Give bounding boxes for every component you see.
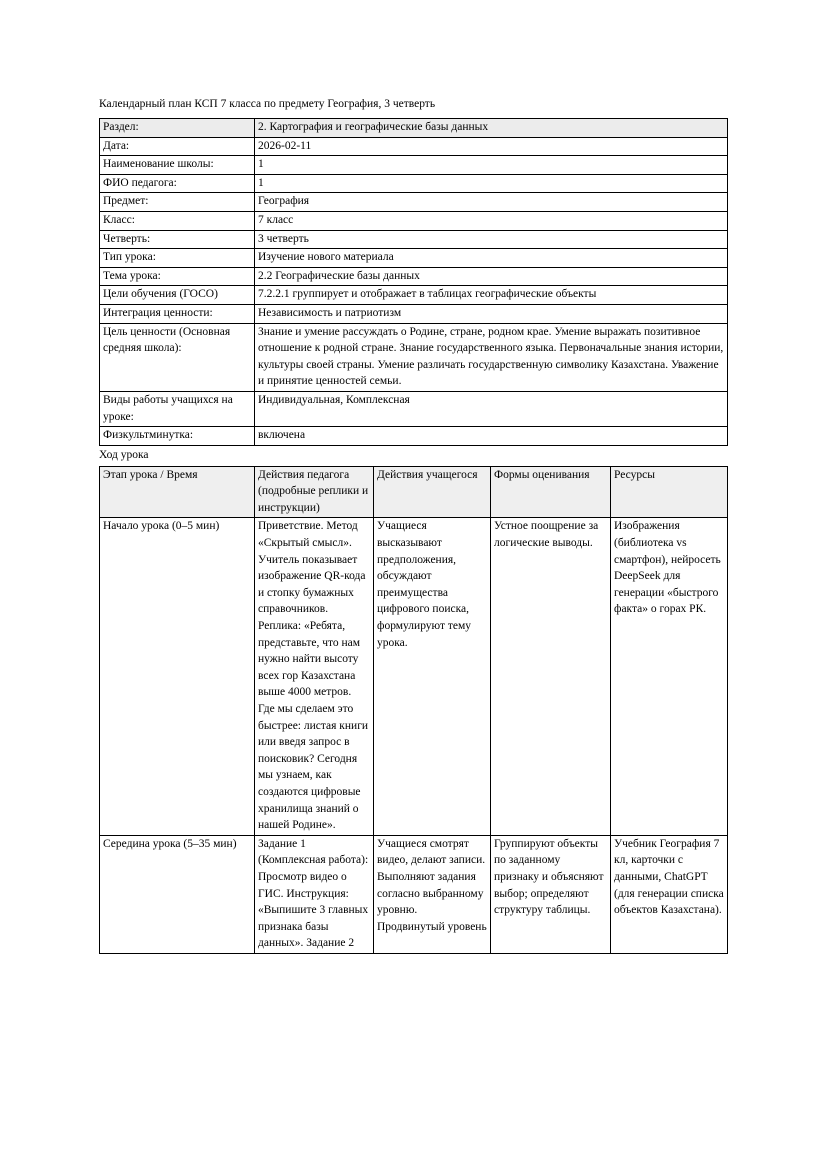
flow-cell-student-actions: Учащиеся смотрят видео, делают записи. Выполняют задания согласно выбранному уровню. Продвинутый уровень — [374, 835, 491, 953]
flow-cell-teacher-actions: Приветствие. Метод «Скрытый смысл». Учитель показывает изображение QR-кода и стопку бумажных справочников. Реплика: «Ребята, представьте, что нам нужно найти высоту всех гор Казахстана выше 4000 метров. Где мы сделаем это быстрее: листая книги или введя запрос в поисковик? Сегодня мы узнаем, как создаются цифровые хранилища знаний о нашей Родине». — [255, 518, 374, 835]
flow-cell-teacher-actions: Задание 1 (Комплексная работа): Просмотр видео о ГИС. Инструкция: «Выпишите 3 главных признака базы данных». Задание 2 — [255, 835, 374, 953]
flow-cell-assessment: Группируют объекты по заданному признаку и объясняют выбор; определяют структуру таблицы. — [491, 835, 611, 953]
info-row-label: Дата: — [100, 137, 255, 156]
info-row-value: 3 четверть — [255, 230, 728, 249]
table-row — [100, 286, 728, 305]
lesson-flow-table-body — [100, 518, 728, 953]
info-row-value: 2.2 Географические базы данных — [255, 267, 728, 286]
info-row-label: Виды работы учащихся на уроке: — [100, 391, 255, 426]
info-row-value: География — [255, 193, 728, 212]
flow-cell-stage: Середина урока (5–35 мин) — [100, 835, 255, 953]
lesson-info-table-body — [100, 119, 728, 446]
table-row — [100, 323, 728, 391]
info-row-label: Четверть: — [100, 230, 255, 249]
table-header-row — [100, 466, 728, 518]
info-row-label: Класс: — [100, 211, 255, 230]
info-row-value: 1 — [255, 156, 728, 175]
table-row — [100, 835, 728, 953]
column-header: Формы оценивания — [491, 466, 611, 518]
table-row — [100, 230, 728, 249]
info-row-value: 7.2.2.1 группирует и отображает в таблицах географические объекты — [255, 286, 728, 305]
document-content — [99, 96, 727, 954]
info-row-label: Раздел: — [100, 119, 255, 138]
info-row-value: 2. Картография и географические базы данных — [255, 119, 728, 138]
table-row — [100, 427, 728, 446]
table-row — [100, 391, 728, 426]
lesson-flow-table-head — [100, 466, 728, 518]
info-row-label: Цель ценности (Основная средняя школа): — [100, 323, 255, 391]
table-row — [100, 267, 728, 286]
info-row-value: включена — [255, 427, 728, 446]
table-row — [100, 193, 728, 212]
info-row-value: 7 класс — [255, 211, 728, 230]
info-row-value: Знание и умение рассуждать о Родине, стране, родном крае. Умение выражать позитивное отношение к родной стране. Знание государственного языка. Первоначальные знания истории, культуры своей страны. Умение различать государственную символику Казахстана. Уважение и принятие ценностей семьи. — [255, 323, 728, 391]
table-row — [100, 174, 728, 193]
column-header: Действия педагога (подробные реплики и инструкции) — [255, 466, 374, 518]
table-row — [100, 119, 728, 138]
flow-cell-resources: Учебник География 7 кл, карточки с данными, ChatGPT (для генерации списка объектов Казахстана). — [611, 835, 728, 953]
lesson-flow-table — [99, 466, 728, 954]
info-row-label: Предмет: — [100, 193, 255, 212]
table-row — [100, 156, 728, 175]
flow-cell-assessment: Устное поощрение за логические выводы. — [491, 518, 611, 835]
flow-cell-student-actions: Учащиеся высказывают предположения, обсуждают преимущества цифрового поиска, формулируют тему урока. — [374, 518, 491, 835]
info-row-value: Независимость и патриотизм — [255, 304, 728, 323]
table-row — [100, 518, 728, 835]
table-row — [100, 249, 728, 268]
table-row — [100, 211, 728, 230]
lesson-info-table — [99, 118, 728, 446]
info-row-label: ФИО педагога: — [100, 174, 255, 193]
column-header: Действия учащегося — [374, 466, 491, 518]
column-header: Ресурсы — [611, 466, 728, 518]
info-row-value: Изучение нового материала — [255, 249, 728, 268]
info-row-label: Физкультминутка: — [100, 427, 255, 446]
info-row-label: Наименование школы: — [100, 156, 255, 175]
page-title: Календарный план КСП 7 класса по предмету География, 3 четверть — [99, 98, 436, 110]
flow-cell-stage: Начало урока (0–5 мин) — [100, 518, 255, 835]
info-row-value: 1 — [255, 174, 728, 193]
column-header: Этап урока / Время — [100, 466, 255, 518]
info-row-label: Интеграция ценности: — [100, 304, 255, 323]
info-row-label: Тема урока: — [100, 267, 255, 286]
info-row-label: Тип урока: — [100, 249, 255, 268]
table-row — [100, 304, 728, 323]
flow-cell-resources: Изображения (библиотека vs смартфон), нейросеть DeepSeek для генерации «быстрого факта» о горах РК. — [611, 518, 728, 835]
info-row-value: 2026-02-11 — [255, 137, 728, 156]
table-row — [100, 137, 728, 156]
info-row-value: Индивидуальная, Комплексная — [255, 391, 728, 426]
info-row-label: Цели обучения (ГОСО) — [100, 286, 255, 305]
section-caption-lesson-flow: Ход урока — [99, 448, 149, 461]
